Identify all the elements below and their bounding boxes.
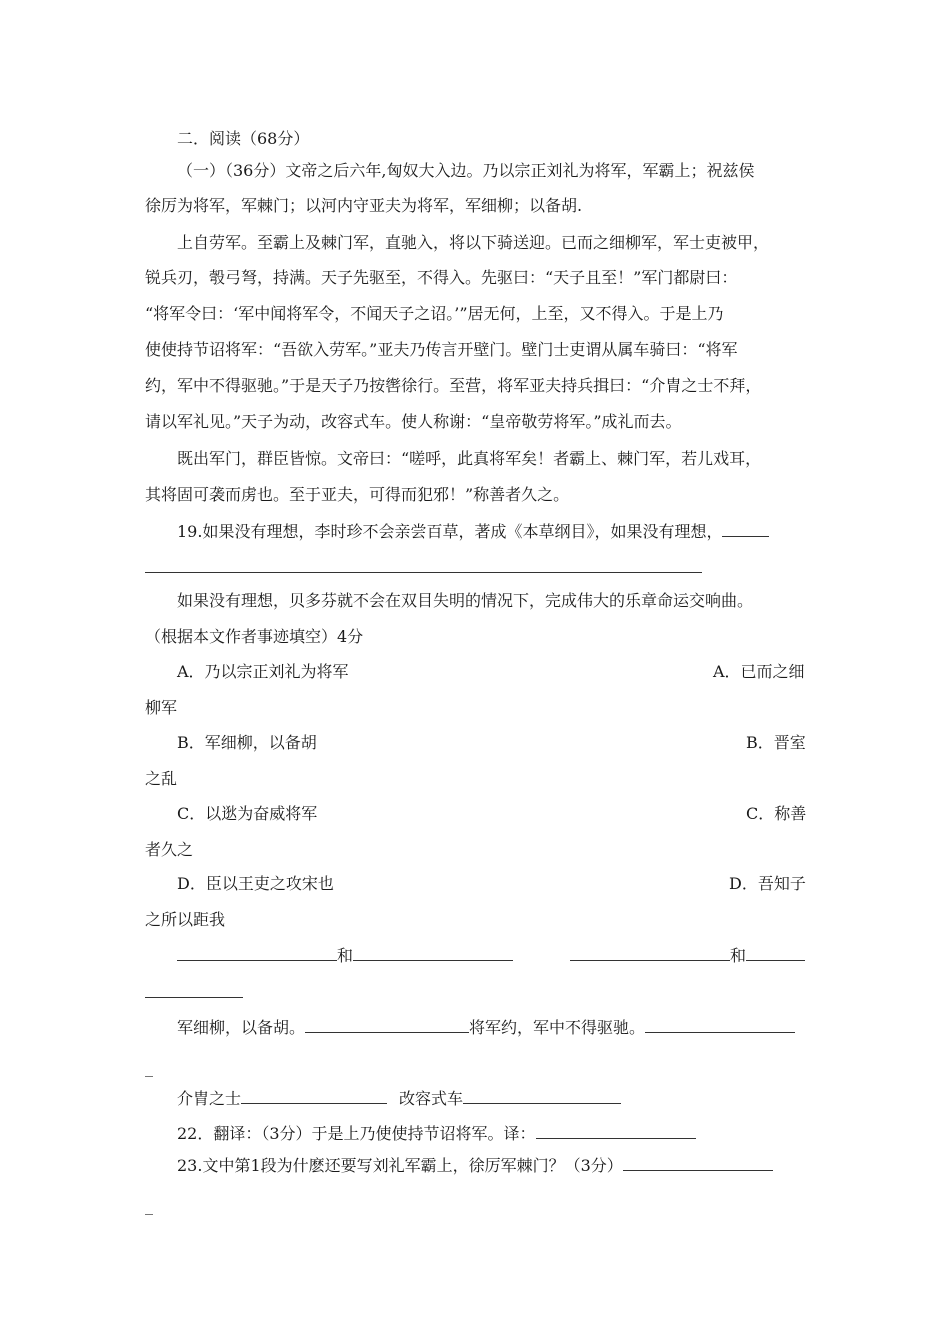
option-d-right: D．吾知子 (729, 874, 806, 893)
option-a-right-cont: 柳军 (145, 698, 178, 717)
question-23-text: 23.文中第1段为什麽还要写刘礼军霸上，徐厉军棘门？（3分） (177, 1156, 623, 1175)
question-19-line-2: 如果没有理想，贝多芬就不会在双目失明的情况下，完成伟大的乐章命运交响曲。 (177, 591, 754, 610)
question-23 (177, 1155, 773, 1176)
option-b-right-cont: 之乱 (145, 769, 178, 788)
option-d-right-cont: 之所以距我 (145, 910, 226, 929)
question-22-text: 22．翻译：（3分）于是上乃使使持节诏将军。译： (177, 1124, 536, 1143)
fill-row-1-right (570, 945, 805, 966)
answer-blank[interactable] (570, 945, 730, 961)
answer-blank[interactable] (145, 997, 243, 998)
passage-line: 约，军中不得驱驰。”于是天子乃按辔徐行。至营，将军亚夫持兵揖曰：“介胄之士不拜， (145, 376, 762, 395)
passage-line: 上自劳军。至霸上及棘门军，直驰入，将以下骑送迎。已而之细柳军，军士吏被甲， (177, 233, 770, 252)
option-a-left: A．乃以宗正刘礼为将军 (177, 662, 349, 681)
answer-blank[interactable] (746, 945, 805, 961)
section-heading: 二．阅读（68分） (177, 129, 310, 148)
option-c-right: C．称善 (746, 804, 807, 823)
question-19-text: 19.如果没有理想，李时珍不会亲尝百草，著成《本草纲目》，如果没有理想， (177, 522, 723, 541)
dash-mark: _ (145, 1058, 153, 1077)
fill-text: 军细柳，以备胡。 (177, 1018, 306, 1037)
passage-line: 请以军礼见。”天子为动，改容式车。使人称谢：“皇帝敬劳将军。”成礼而去。 (145, 412, 682, 431)
fill-text: 将军约，军中不得驱驰。 (469, 1018, 646, 1037)
option-b-right: B．晋室 (746, 733, 806, 752)
fill-text: 改容式车 (399, 1089, 464, 1108)
answer-blank[interactable] (463, 1088, 621, 1104)
answer-blank[interactable] (722, 521, 769, 537)
passage-line: 其将固可袭而虏也。至于亚夫，可得而犯邪！”称善者久之。 (145, 485, 570, 504)
answer-blank[interactable] (305, 1017, 469, 1033)
answer-blank[interactable] (353, 945, 513, 961)
option-b-left: B．军细柳，以备胡 (177, 733, 317, 752)
fill-row-3 (177, 1088, 621, 1109)
option-a-right: A．已而之细 (713, 662, 805, 681)
question-19-line-3: （根据本文作者事迹填空）4分 (145, 627, 364, 646)
answer-blank[interactable] (241, 1088, 387, 1104)
answer-blank[interactable] (536, 1123, 696, 1139)
fill-text: 介胄之士 (177, 1089, 242, 1108)
option-c-right-cont: 者久之 (145, 840, 194, 859)
and-label: 和 (337, 946, 354, 965)
passage-line: 既出军门，群臣皆惊。文帝曰：“嗟呼，此真将军矣！者霸上、棘门军，若儿戏耳， (177, 449, 762, 468)
fill-row-2 (177, 1017, 795, 1038)
answer-blank[interactable] (623, 1155, 773, 1171)
dash-mark: _ (145, 1196, 153, 1215)
fill-row-1 (177, 945, 513, 966)
option-c-left: C．以逖为奋威将军 (177, 804, 318, 823)
passage-line: 徐厉为将军，军棘门；以河内守亚夫为将军，军细柳；以备胡. (145, 196, 583, 215)
and-label: 和 (730, 946, 747, 965)
passage-line: 锐兵刃，彀弓弩，持满。天子先驱至，不得入。先驱曰：“天子且至！”军门都尉曰： (145, 268, 738, 287)
passage-line: 使使持节诏将军：“吾欲入劳军。”亚夫乃传言开壁门。壁门士吏谓从属车骑曰：“将军 (145, 340, 738, 359)
question-22 (177, 1123, 696, 1144)
question-19 (177, 521, 769, 542)
passage-line: “将军令曰：‘军中闻将军令，不闻天子之诏。’”居无何，上至，又不得入。于是上乃 (145, 304, 724, 323)
answer-blank[interactable] (177, 945, 337, 961)
answer-blank[interactable] (145, 572, 702, 573)
answer-blank[interactable] (645, 1017, 795, 1033)
option-d-left: D．臣以王吏之攻宋也 (177, 874, 334, 893)
passage-line: （一）（36分）文帝之后六年,匈奴大入边。乃以宗正刘礼为将军，军霸上；祝兹侯 (177, 161, 755, 180)
